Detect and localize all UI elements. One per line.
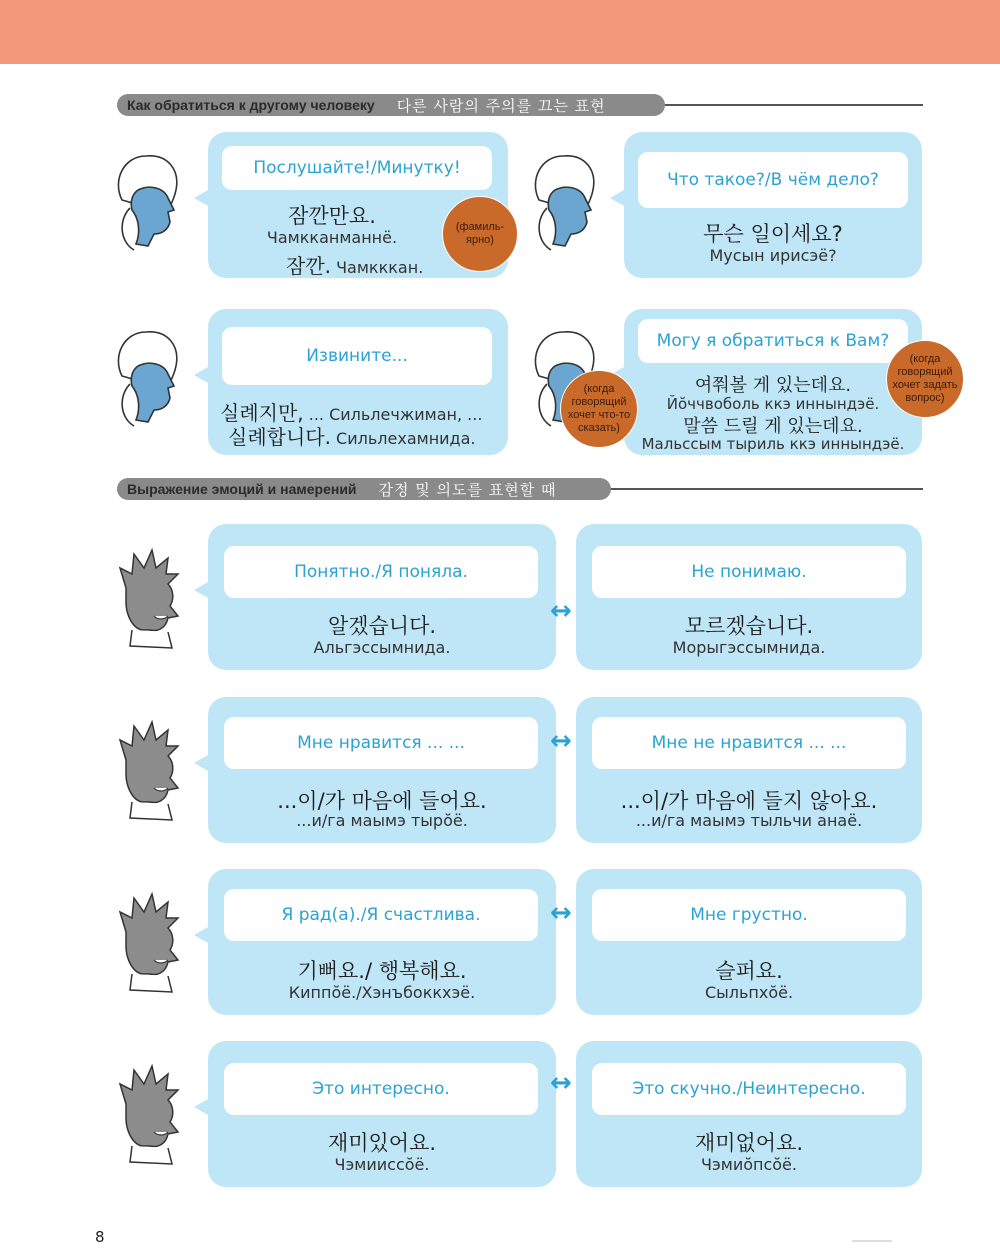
transcription: Сильлехамнида. <box>330 429 476 448</box>
opposite-arrow-icon: ↔ <box>550 726 572 756</box>
woman-face-icon <box>110 150 186 260</box>
phrase-label: Извините... <box>222 327 492 385</box>
usage-note: (когда говорящий хочет что-то сказать) <box>560 370 638 448</box>
phrase-label: Послушайте!/Минутку! <box>222 146 492 190</box>
phrase-card-left <box>208 869 556 1015</box>
korean-phrase: 말씀 드릴 게 있는데요. <box>683 416 863 437</box>
transcription: ...и/га маымэ тыльчи анаё. <box>635 811 863 830</box>
korean-phrase: 무슨 일이세요? <box>703 222 843 246</box>
korean-phrase: 알겠습니다. <box>327 614 437 638</box>
section-title-ko: 감정 및 의도를 표현할 때 <box>378 480 557 499</box>
transcription: Мусын ирисэё? <box>709 246 837 265</box>
man-face-icon <box>112 888 188 998</box>
section-pill <box>117 94 665 116</box>
phrase-card-right <box>576 697 922 843</box>
phrase-card <box>624 309 922 455</box>
transcription: Йŏччвоболь ккэ иннындэё. <box>666 395 880 413</box>
man-face-icon <box>112 716 188 826</box>
usage-note: (фамиль- ярно) <box>442 196 518 272</box>
opposite-arrow-icon: ↔ <box>550 1068 572 1098</box>
korean-phrase-line <box>228 421 476 450</box>
korean-phrase: 잠깐. <box>286 254 331 278</box>
korean-phrase: 실례합니다. <box>228 425 331 449</box>
section-heading-2 <box>117 478 923 500</box>
section-rule <box>611 488 923 490</box>
phrase-card-right <box>576 524 922 670</box>
phrase-label: Могу я обратиться к Вам? <box>638 319 908 363</box>
transcription: Чэмииссŏё. <box>334 1155 430 1174</box>
header-band <box>0 0 1000 64</box>
transcription: Альгэссымнида. <box>313 638 451 657</box>
transcription: Морыгэссымнида. <box>672 638 826 657</box>
phrase-label: Я рад(а)./Я счастлива. <box>224 889 538 941</box>
transcription: ...и/га маымэ тырŏё. <box>296 811 468 830</box>
transcription: Чамкканманнё. <box>266 228 398 247</box>
korean-phrase-line <box>286 250 423 279</box>
phrase-card-left <box>208 524 556 670</box>
section-title-ru: Выражение эмоций и намерений <box>127 481 357 497</box>
korean-phrase: 재미없어요. <box>694 1131 804 1155</box>
phrase-card <box>208 309 508 455</box>
phrase-label: Это скучно./Неинтересно. <box>592 1063 906 1115</box>
transcription: Сыльпхŏё. <box>704 983 794 1002</box>
phrase-card-right <box>576 869 922 1015</box>
transcription: Чэмиŏпсŏё. <box>701 1155 797 1174</box>
korean-phrase: 재미있어요. <box>327 1131 437 1155</box>
transcription: Мальссым тыриль ккэ иннындэё. <box>641 435 905 453</box>
phrase-label: Мне грустно. <box>592 889 906 941</box>
section-rule <box>665 104 923 106</box>
woman-face-icon <box>110 326 186 436</box>
korean-phrase: 기뻐요./ 행복해요. <box>297 959 467 983</box>
usage-note: (когда говорящий хочет задать вопрос) <box>886 340 964 418</box>
phrase-card-left <box>208 1041 556 1187</box>
phrase-label: Мне не нравится ... ... <box>592 717 906 769</box>
transcription: Чамкккан. <box>331 258 424 277</box>
phrase-label: Не понимаю. <box>592 546 906 598</box>
section-title-ru: Как обратиться к другому человеку <box>127 97 375 113</box>
phrase-card <box>624 132 922 278</box>
opposite-arrow-icon: ↔ <box>550 596 572 626</box>
man-face-icon <box>112 544 188 654</box>
transcription: Киппŏё./Хэнъбоккхэё. <box>288 983 476 1002</box>
korean-phrase: 실례지만, <box>220 401 304 425</box>
page-number: 8 <box>95 1228 105 1246</box>
korean-phrase: ...이/가 마음에 들어요. <box>277 789 487 813</box>
woman-face-icon <box>527 150 603 260</box>
korean-phrase: 잠깐만요. <box>288 204 376 228</box>
korean-phrase: 여쭤볼 게 있는데요. <box>694 375 852 396</box>
phrase-card-right <box>576 1041 922 1187</box>
phrase-label: Это интересно. <box>224 1063 538 1115</box>
korean-phrase: 슬퍼요. <box>715 959 783 983</box>
phrase-label: Что такое?/В чём дело? <box>638 152 908 208</box>
korean-phrase: 모르겠습니다. <box>684 614 814 638</box>
opposite-arrow-icon: ↔ <box>550 898 572 928</box>
section-pill <box>117 478 611 500</box>
man-face-icon <box>112 1060 188 1170</box>
phrase-label: Понятно./Я поняла. <box>224 546 538 598</box>
footer-rule <box>852 1240 892 1242</box>
section-title-ko: 다른 사람의 주의를 끄는 표현 <box>396 96 606 115</box>
phrase-label: Мне нравится ... ... <box>224 717 538 769</box>
transcription: ... Сильлечжиман, ... <box>303 405 483 424</box>
korean-phrase: ...이/가 마음에 들지 않아요. <box>620 789 878 813</box>
section-heading-1 <box>117 94 923 116</box>
phrase-card-left <box>208 697 556 843</box>
